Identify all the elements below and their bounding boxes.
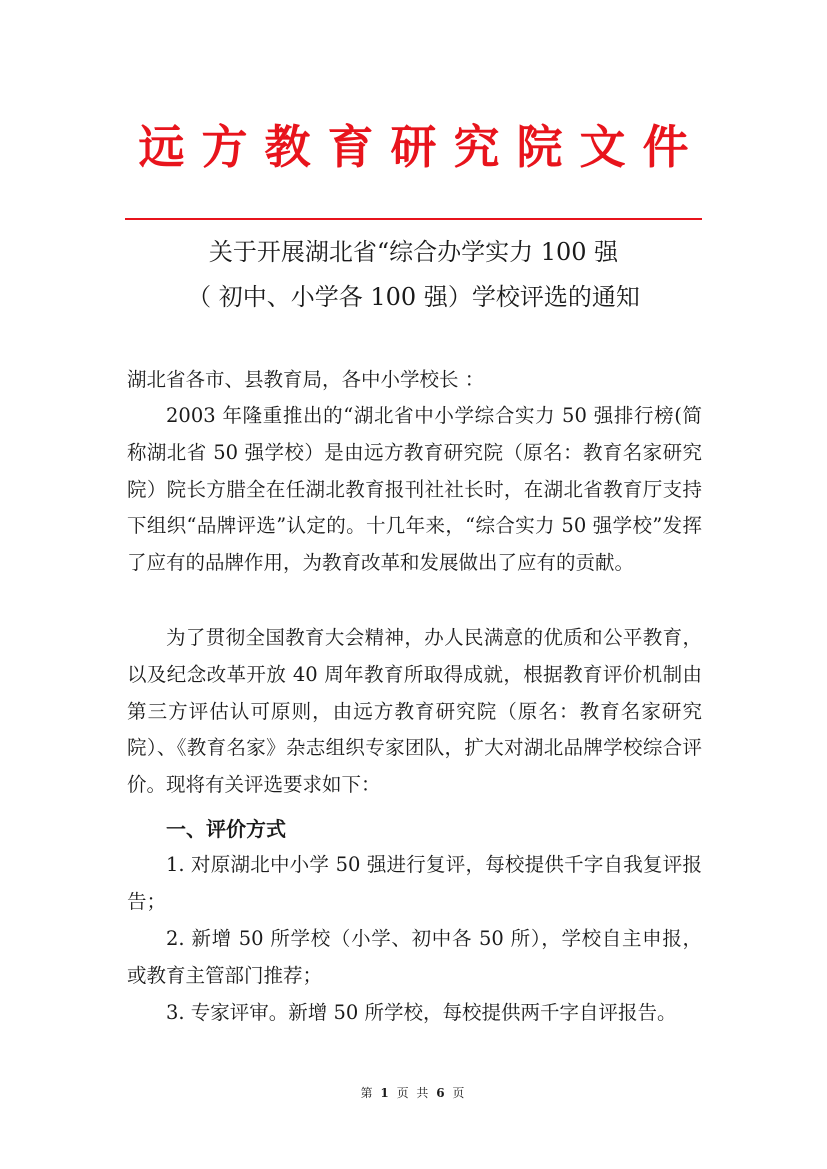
paragraph-background: 2003 年隆重推出的“湖北省中小学综合实力 50 强排行榜(简称湖北省 50 强学校）是由远方教育研究院（原名：教育名家研究院）院长方腊全在任湖北教育报刊社社长时，在湖北省教育厅支持下组织“品牌评选”认定的。十几年来，“综合实力 50 强学校”发挥了应有的品牌作用，为教育改革和发展做出了应有的贡献。 — [127, 404, 702, 575]
footer-suffix: 页 — [452, 1086, 467, 1100]
total-page-count: 6 — [436, 1086, 447, 1100]
org-header-title: 远方教育研究院文件 — [138, 120, 706, 174]
list-item: 2. 新增 50 所学校（小学、初中各 50 所），学校自主申报，或教育主管部门推荐； — [127, 927, 702, 987]
salutation: 湖北省各市、县教育局，各中小学校长 ： — [127, 368, 485, 391]
notice-title-line-1: 关于开展湖北省“综合办学实力 100 强 — [208, 238, 619, 266]
header-red-rule — [125, 218, 702, 220]
paragraph-purpose: 为了贯彻全国教育大会精神，办人民满意的优质和公平教育，以及纪念改革开放 40 周年教育所取得成就，根据教育评价机制由第三方评估认可原则，由远方教育研究院（原名：教育名家研究院）、《教育名家》杂志组织专家团队，扩大对湖北品牌学校综合评价。现将有关评选要求如下： — [127, 626, 702, 797]
footer-middle: 页 共 — [396, 1086, 431, 1100]
footer-prefix: 第 — [360, 1086, 375, 1100]
current-page-number: 1 — [380, 1086, 391, 1100]
page-footer — [0, 1084, 827, 1101]
list-item: 3. 专家评审。新增 50 所学校，每校提供两千字自评报告。 — [166, 1001, 677, 1024]
list-item: 1. 对原湖北中小学 50 强进行复评，每校提供千字自我复评报告； — [127, 853, 702, 913]
notice-title-line-2: （ 初中、小学各 100 强）学校评选的通知 — [187, 283, 640, 311]
section-heading-evaluation-method: 一、评价方式 — [166, 817, 286, 841]
